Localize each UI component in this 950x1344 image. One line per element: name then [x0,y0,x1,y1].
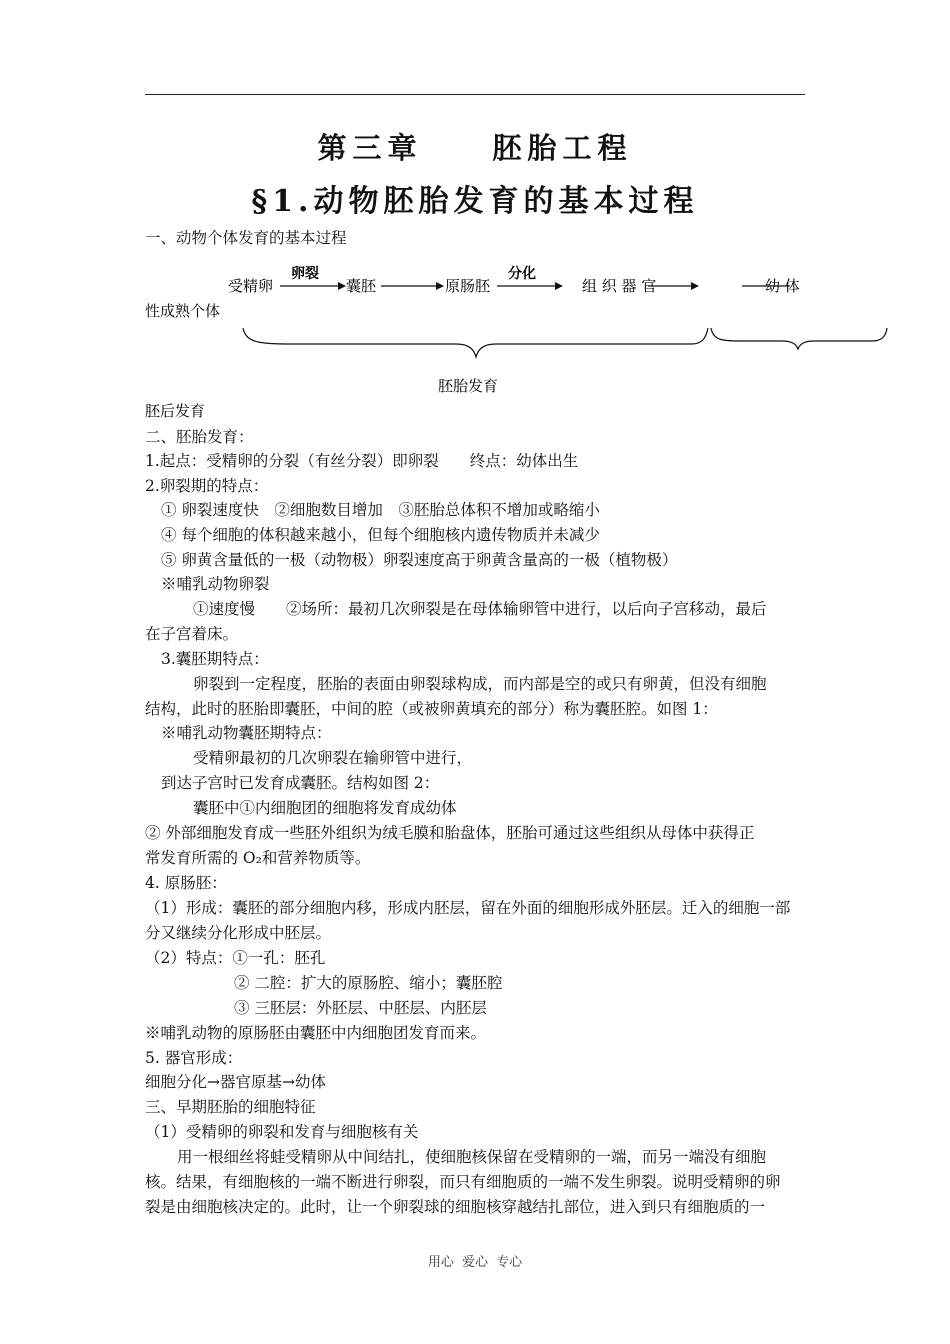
text-line: 3.囊胚期特点： [161,650,269,668]
text-line: ※哺乳动物囊胚期特点： [161,724,332,742]
text-line: ② 二腔：扩大的原肠腔、缩小；囊胚腔 [234,974,503,992]
text-line: 到达子宫时已发育成囊胚。结构如图 2： [161,774,440,792]
node-zygote: 受精卵 [228,277,274,295]
text-line: ①速度慢 ②场所：最初几次卵裂是在母体输卵管中进行，以后向子宫移动，最后 [193,600,767,618]
text-line: ② 外部细胞发育成一些胚外组织为绒毛膜和胎盘体，胚胎可通过这些组织从母体中获得正 [145,824,755,842]
text-line: 裂是由细胞核决定的。此时，让一个卵裂球的细胞核穿越结扎部位，进入到只有细胞质的一 [145,1198,766,1216]
chapter-title: 第三章 胚胎工程 [317,131,633,165]
label-embryonic: 胚胎发育 [438,377,499,395]
node-mature: 性成熟个体 [145,302,221,320]
development-flow-diagram [0,0,950,420]
text-line: （2）特点：①一孔：胚孔 [145,949,326,967]
node-organs: 组 织 器 官 [582,277,657,295]
diagram-heading: 一、动物个体发育的基本过程 [145,229,347,247]
text-line: （1）受精卵的卵裂和发育与细胞核有关 [145,1123,419,1141]
sec2-heading: 二、胚胎发育： [145,428,254,446]
sec3-heading: 三、早期胚胎的细胞特征 [145,1098,316,1116]
section-title: §1.动物胚胎发育的基本过程 [251,184,699,219]
node-larva: 幼 体 [765,277,800,295]
text-line: ④ 每个细胞的体积越来越小，但每个细胞核内遗传物质并未减少 [161,526,600,544]
postembryo-brace [711,328,887,349]
node-gastrula: 原肠胚 [445,277,491,295]
label-postembryonic: 胚后发育 [145,402,206,420]
text-line: 囊胚中①内细胞团的细胞将发育成幼体 [193,799,457,817]
node-blastula: 囊胚 [346,277,377,295]
label-cleavage: 卵裂 [291,266,319,282]
text-line: （1）形成：囊胚的部分细胞内移，形成内胚层，留在外面的细胞形成外胚层。迁入的细胞一部 [145,899,791,917]
text-line: ③ 三胚层：外胚层、中胚层、内胚层 [234,999,487,1017]
label-differentiation: 分化 [508,266,536,282]
text-line: 常发育所需的 O₂和营养物质等。 [145,849,371,867]
text-line: 2.卵裂期的特点： [145,477,269,495]
text-line: 结构，此时的胚胎即囊胚，中间的腔（或被卵黄填充的部分）称为囊胚腔。如图 1： [145,700,718,718]
text-line: ① 卵裂速度快 ②细胞数目增加 ③胚胎总体积不增加或略缩小 [161,501,600,519]
text-line: 在子宫着床。 [145,625,239,643]
embryo-brace [243,328,708,357]
text-line: 用一根细丝将蛙受精卵从中间结扎，使细胞核保留在受精卵的一端，而另一端没有细胞 [177,1148,767,1166]
page-footer: 用心 爱心 专心 [427,1255,523,1270]
text-line: 4. 原肠胚： [145,874,227,892]
text-line: 5. 器官形成： [145,1049,243,1067]
text-line: 分又继续分化形成中胚层。 [145,924,332,942]
text-line: 卵裂到一定程度，胚胎的表面由卵裂球构成，而内部是空的或只有卵黄，但没有细胞 [193,675,767,693]
text-line: ※哺乳动物卵裂 [161,575,270,593]
text-line: ※哺乳动物的原肠胚由囊胚中内细胞团发育而来。 [145,1024,487,1042]
text-line: 受精卵最初的几次卵裂在输卵管中进行， [193,749,473,767]
text-line: 核。结果，有细胞核的一端不断进行卵裂，而只有细胞质的一端不发生卵裂。说明受精卵的卵 [145,1173,781,1191]
text-line: ⑤ 卵黄含量低的一极（动物极）卵裂速度高于卵黄含量高的一极（植物极） [161,551,678,569]
text-line: 细胞分化→器官原基→幼体 [145,1073,326,1091]
text-line: 1.起点：受精卵的分裂（有丝分裂）即卵裂 终点：幼体出生 [145,452,579,470]
